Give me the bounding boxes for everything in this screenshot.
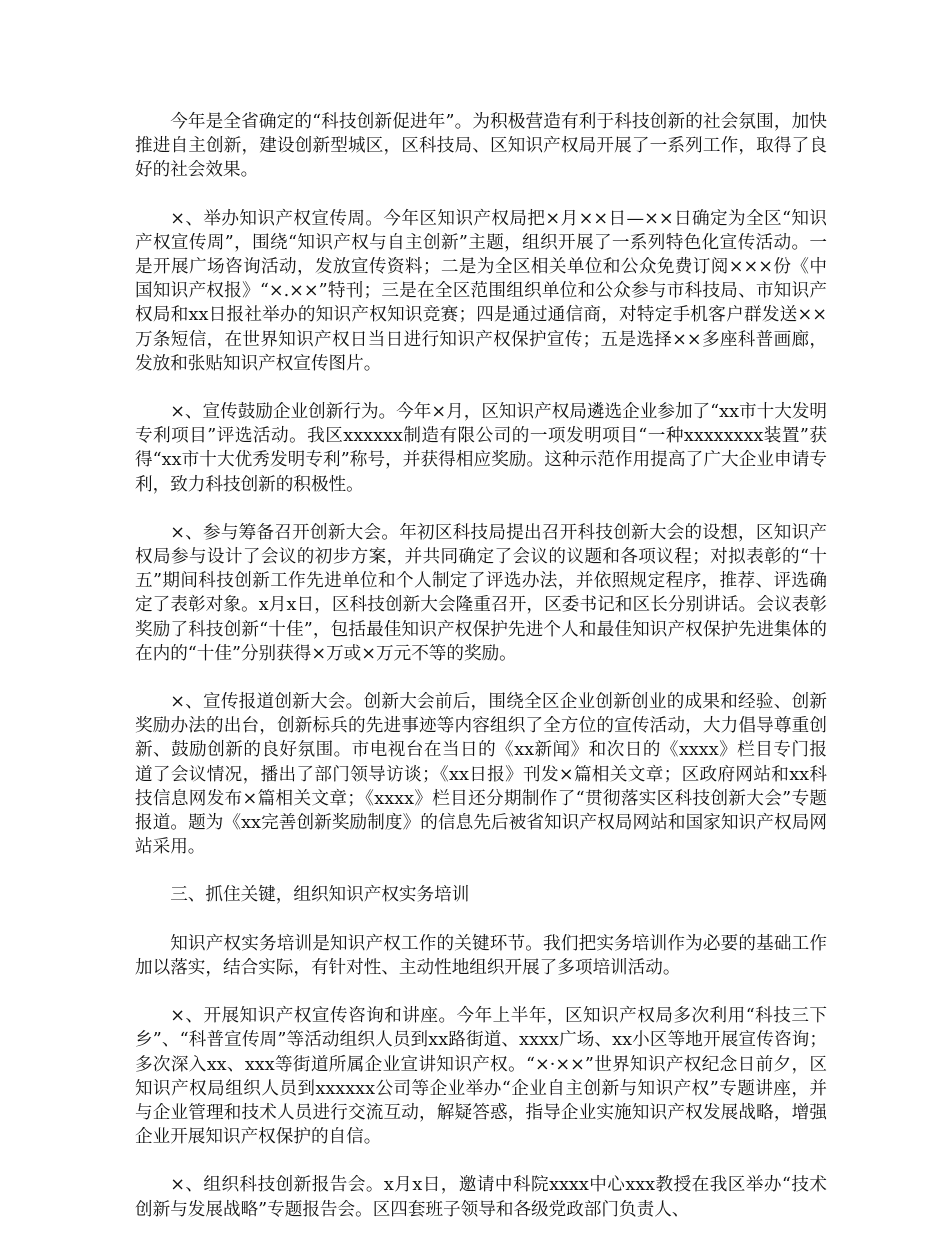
intro-paragraph: 今年是全省确定的“科技创新促进年”。为积极营造有利于科技创新的社会氛围，加快推进自主创新，建设创新型城区，区科技局、区知识产权局开展了一系列工作，取得了良好的社会效果。 (135, 112, 827, 181)
ip-week-paragraph: ×、举办知识产权宣传周。今年区知识产权局把×月××日—××日确定为全区“知识产权宣传周”，围绕“知识产权与自主创新”主题，组织开展了一系列特色化宣传活动。一是开展广场咨询活动，发放宣传资料；二是为全区相关单位和公众免费订阅×××份《中国知识产权报》“×.××”特刊；三是在全区范围组织单位和公众参与市科技局、市知识产权局和xx日报社举办的知识产权知识竞赛；四是通过通信商，对特定手机客户群发送××万条短信，在世界知识产权日当日进行知识产权保护宣传；五是选择××多座科普画廊，发放和张贴知识产权宣传图片。 (135, 208, 827, 374)
document-page (135, 110, 827, 1246)
training-intro-paragraph: 知识产权实务培训是知识产权工作的关键环节。我们把实务培训作为必要的基础工作加以落实，结合实际，有针对性、主动性地组织开展了多项培训活动。 (135, 933, 827, 978)
section-heading: 三、抓住关键，组织知识产权实务培训 (170, 885, 470, 906)
report-meeting-paragraph: ×、组织科技创新报告会。x月x日，邀请中科院xxxx中心xxx教授在我区举办“技术创新与发展战略”专题报告会。区四套班子领导和各级党政部门负责人、 (135, 1175, 827, 1220)
innovation-conference-paragraph: ×、参与筹备召开创新大会。年初区科技局提出召开科技创新大会的设想，区知识产权局参与设计了会议的初步方案，并共同确定了会议的议题和各项议程；对拟表彰的“十五”期间科技创新工作先进单位和个人制定了评选办法，并依照规定程序，推荐、评选确定了表彰对象。x月x日，区科技创新大会隆重召开，区委书记和区长分别讲话。会议表彰奖励了科技创新“十佳”，包括最佳知识产权保护先进个人和最佳知识产权保护先进集体的在内的“十佳”分别获得×万或×万元不等的奖励。 (135, 522, 827, 664)
enterprise-innovation-paragraph: ×、宣传鼓励企业创新行为。今年×月，区知识产权局遴选企业参加了“xx市十大发明专利项目”评选活动。我区xxxxxx制造有限公司的一项发明项目“一种xxxxxxxx装置”获得“xx市十大优秀发明专利”称号，并获得相应奖励。这种示范作用提高了广大企业申请专利，致力科技创新的积极性。 (135, 402, 827, 495)
consultation-lecture-paragraph: ×、开展知识产权宣传咨询和讲座。今年上半年，区知识产权局多次利用“科技三下乡”、“科普宣传周”等活动组织人员到xx路街道、xxxx广场、xx小区等地开展宣传咨询；多次深入xx、xxx等街道所属企业宣讲知识产权。“×·××”世界知识产权纪念日前夕，区知识产权局组织人员到xxxxxx公司等企业举办“企业自主创新与知识产权”专题讲座，并与企业管理和技术人员进行交流互动，解疑答惑，指导企业实施知识产权发展战略，增强企业开展知识产权保护的自信。 (135, 1006, 827, 1148)
conference-coverage-paragraph: ×、宣传报道创新大会。创新大会前后，围绕全区企业创新创业的成果和经验、创新奖励办法的出台，创新标兵的先进事迹等内容组织了全方位的宣传活动，大力倡导尊重创新、鼓励创新的良好氛围。市电视台在当日的《xx新闻》和次日的《xxxx》栏目专门报道了会议情况，播出了部门领导访谈；《xx日报》刊发×篇相关文章；区政府网站和xx科技信息网发布×篇相关文章；《xxxx》栏目还分期制作了“贯彻落实区科技创新大会”专题报道。题为《xx完善创新奖励制度》的信息先后被省知识产权局网站和国家知识产权局网站采用。 (135, 692, 827, 858)
